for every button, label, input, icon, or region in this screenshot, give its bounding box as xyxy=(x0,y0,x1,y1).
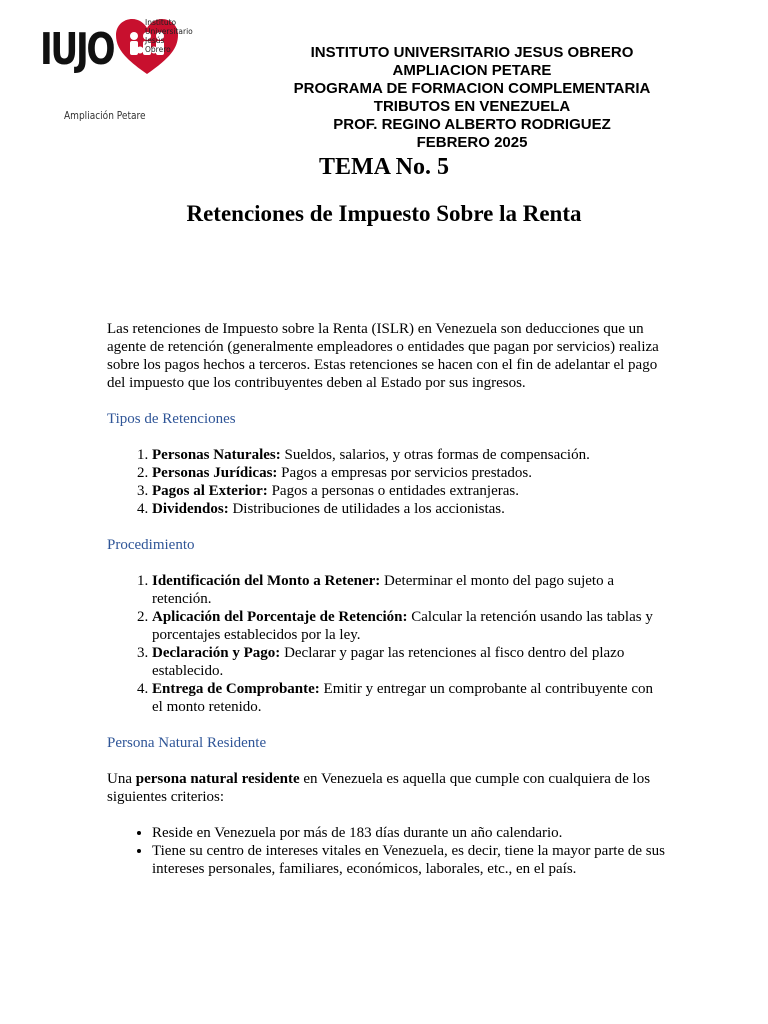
logo-brand: IUJO xyxy=(40,24,114,75)
list-item: 2. Aplicación del Porcentaje de Retención: Calcular la retención usando las tablas y porcentajes establecidos por la ley. xyxy=(152,608,667,644)
list-item: • Tiene su centro de intereses vitales en Venezuela, es decir, tiene la mayor parte de sus intereses personales, familiares, económicos, laborales, etc., en el país. xyxy=(152,842,667,878)
list-item: 4. Dividendos: Distribuciones de utilidades a los accionistas. xyxy=(152,500,667,518)
list-item: • Reside en Venezuela por más de 183 días durante un año calendario. xyxy=(152,824,667,842)
list-item: 4. Entrega de Comprobante: Emitir y entregar un comprobante al contribuyente con el monto retenido. xyxy=(152,680,667,716)
header-line-6: FEBRERO 2025 xyxy=(416,134,528,151)
intro-paragraph: Las retenciones de Impuesto sobre la Renta (ISLR) en Venezuela son deducciones que un agente de retención (generalmente empleadores o entidades que pagan por servicios) realiza sobre los pagos hechos a terceros. Estas retenciones se hacen con el fin de adelantar el pago del impuesto que los contribuyentes deben al Estado por sus ingresos. xyxy=(107,321,659,391)
list-item: 1. Personas Naturales: Sueldos, salarios, y otras formas de compensación. xyxy=(152,446,667,464)
residente-paragraph: Una persona natural residente en Venezuela es aquella que cumple con cualquiera de los siguientes criterios: xyxy=(107,771,651,805)
iujo-logo xyxy=(38,14,193,130)
tipos-heading: Tipos de Retenciones xyxy=(107,411,236,427)
header-line-4: TRIBUTOS EN VENEZUELA xyxy=(373,98,571,115)
topic-number: TEMA No. 5 xyxy=(318,154,449,180)
list-item: 3. Declaración y Pago: Declarar y pagar las retenciones al fisco dentro del plazo establecido. xyxy=(152,644,667,680)
list-item: 2. Personas Jurídicas: Pagos a empresas por servicios prestados. xyxy=(152,464,667,482)
procedimiento-list xyxy=(107,572,667,716)
logo-subtitle: Ampliación Petare xyxy=(64,109,146,122)
header-line-3: PROGRAMA DE FORMACION COMPLEMENTARIA xyxy=(293,80,651,97)
residente-criteria-list xyxy=(107,824,667,878)
procedimiento-heading: Procedimiento xyxy=(107,537,195,553)
header-line-1: INSTITUTO UNIVERSITARIO JESUS OBRERO xyxy=(310,44,634,61)
document-header xyxy=(242,44,702,152)
header-line-2: AMPLIACION PETARE xyxy=(392,62,552,79)
document-body xyxy=(107,320,667,878)
logo-institute-text: Instituto Universitario Jesús Obrero xyxy=(145,18,193,54)
list-item: 3. Pagos al Exterior: Pagos a personas o entidades extranjeras. xyxy=(152,482,667,500)
residente-heading: Persona Natural Residente xyxy=(107,735,267,751)
list-item: 1. Identificación del Monto a Retener: Determinar el monto del pago sujeto a retención. xyxy=(152,572,667,608)
tipos-list xyxy=(107,446,667,518)
header-line-5: PROF. REGINO ALBERTO RODRIGUEZ xyxy=(333,116,611,133)
document-title: Retenciones de Impuesto Sobre la Renta xyxy=(186,201,582,226)
